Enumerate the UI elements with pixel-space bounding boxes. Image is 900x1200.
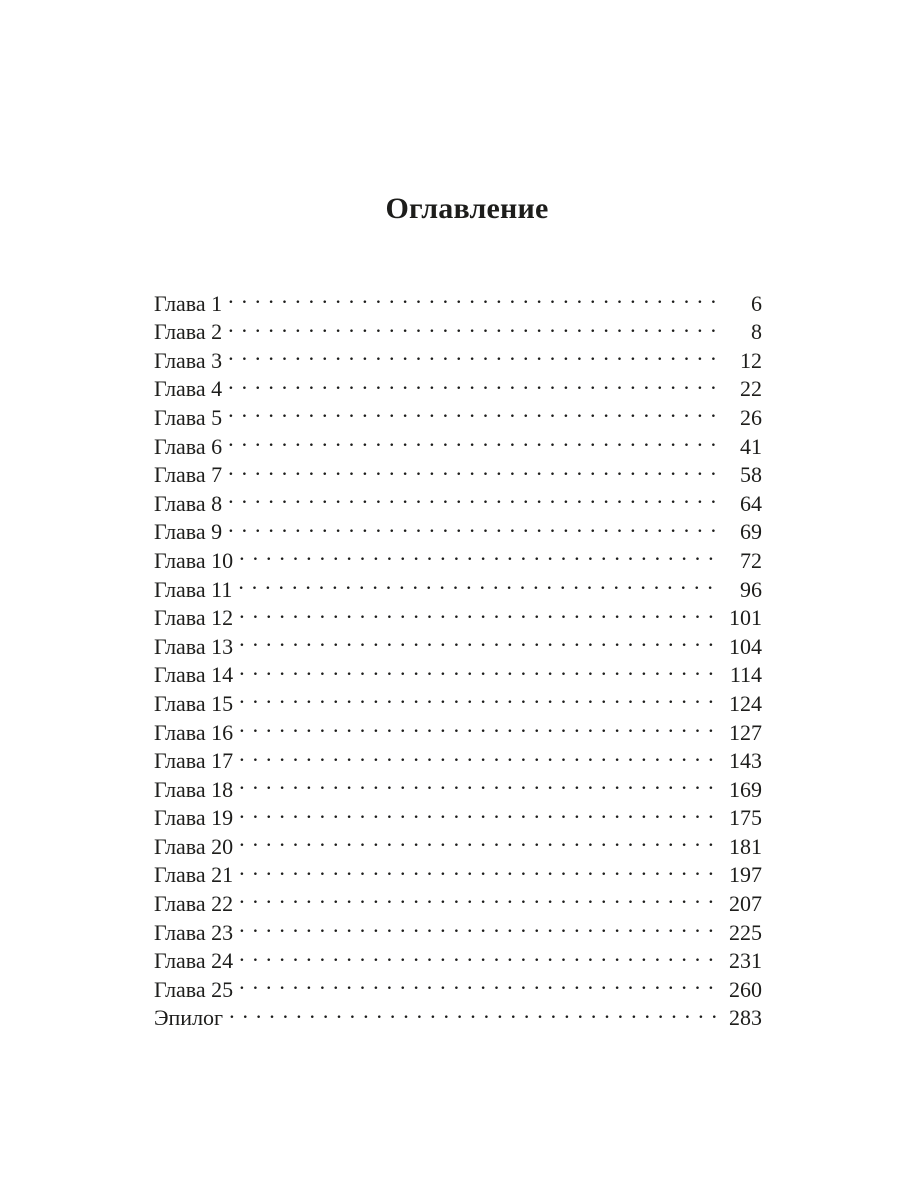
dot-leader bbox=[239, 682, 716, 711]
dot-leader bbox=[239, 882, 716, 911]
toc-entry-label: Эпилог bbox=[154, 1005, 224, 1031]
toc-entry-label: Глава 18 bbox=[154, 776, 234, 802]
toc-entry[interactable] bbox=[154, 740, 762, 774]
toc-entry[interactable] bbox=[154, 597, 762, 631]
toc-entry[interactable] bbox=[154, 625, 762, 659]
toc-entry-page-number: 101 bbox=[716, 604, 762, 633]
toc-entry[interactable] bbox=[154, 825, 762, 859]
dot-leader bbox=[239, 911, 716, 940]
toc-entry-label: Глава 10 bbox=[154, 547, 234, 573]
toc-entry-page-number: 181 bbox=[716, 833, 762, 862]
toc-entry[interactable] bbox=[154, 797, 762, 831]
toc-entry-label: Глава 2 bbox=[154, 319, 223, 345]
toc-entry-page-number: 169 bbox=[716, 776, 762, 805]
toc-entry[interactable] bbox=[154, 568, 762, 602]
toc-entry-page-number: 114 bbox=[716, 661, 762, 690]
toc-entry-label: Глава 12 bbox=[154, 605, 234, 631]
toc-entry-page-number: 175 bbox=[716, 804, 762, 833]
dot-leader bbox=[228, 482, 716, 511]
toc-entry-label: Глава 14 bbox=[154, 662, 234, 688]
toc-entry-label: Глава 13 bbox=[154, 633, 234, 659]
toc-entry-page-number: 12 bbox=[716, 347, 762, 376]
toc-entry-label: Глава 19 bbox=[154, 805, 234, 831]
toc-entry-page-number: 197 bbox=[716, 861, 762, 890]
dot-leader bbox=[239, 854, 716, 883]
toc-entry-page-number: 283 bbox=[716, 1004, 762, 1033]
dot-leader bbox=[239, 539, 716, 568]
toc-entry[interactable] bbox=[154, 968, 762, 1002]
toc-entry-page-number: 143 bbox=[716, 747, 762, 776]
toc-entry-label: Глава 25 bbox=[154, 976, 234, 1002]
toc-entry-label: Глава 7 bbox=[154, 462, 223, 488]
dot-leader bbox=[239, 768, 716, 797]
dot-leader bbox=[239, 968, 716, 997]
toc-entry-page-number: 72 bbox=[716, 547, 762, 576]
toc-entry[interactable] bbox=[154, 911, 762, 945]
dot-leader bbox=[228, 454, 716, 483]
toc-entry-label: Глава 11 bbox=[154, 576, 233, 602]
toc-entry-page-number: 69 bbox=[716, 518, 762, 547]
toc-entry-page-number: 58 bbox=[716, 461, 762, 490]
toc-entry-page-number: 64 bbox=[716, 490, 762, 519]
toc-entry[interactable] bbox=[154, 482, 762, 516]
toc-entry[interactable] bbox=[154, 997, 762, 1031]
toc-entry-label: Глава 3 bbox=[154, 347, 223, 373]
dot-leader bbox=[239, 654, 716, 683]
toc-entry[interactable] bbox=[154, 425, 762, 459]
dot-leader bbox=[239, 797, 716, 826]
toc-entry[interactable] bbox=[154, 940, 762, 974]
toc-entry-label: Глава 22 bbox=[154, 891, 234, 917]
toc-entry-label: Глава 24 bbox=[154, 948, 234, 974]
toc-entry[interactable] bbox=[154, 854, 762, 888]
toc-entry-page-number: 104 bbox=[716, 633, 762, 662]
toc-entry[interactable] bbox=[154, 511, 762, 545]
dot-leader bbox=[228, 368, 716, 397]
toc-entry-label: Глава 17 bbox=[154, 748, 234, 774]
toc-entry[interactable] bbox=[154, 454, 762, 488]
toc-entry[interactable] bbox=[154, 311, 762, 345]
dot-leader bbox=[239, 711, 716, 740]
table-of-contents bbox=[154, 282, 762, 1031]
dot-leader bbox=[228, 511, 716, 540]
dot-leader bbox=[238, 568, 716, 597]
toc-entry-page-number: 260 bbox=[716, 976, 762, 1005]
toc-entry[interactable] bbox=[154, 368, 762, 402]
dot-leader bbox=[239, 597, 716, 626]
toc-entry[interactable] bbox=[154, 654, 762, 688]
toc-entry-page-number: 41 bbox=[716, 433, 762, 462]
dot-leader bbox=[239, 625, 716, 654]
toc-entry-label: Глава 6 bbox=[154, 433, 223, 459]
toc-entry[interactable] bbox=[154, 882, 762, 917]
toc-entry-label: Глава 5 bbox=[154, 404, 223, 430]
dot-leader bbox=[239, 825, 716, 854]
dot-leader bbox=[229, 997, 716, 1026]
toc-entry-label: Глава 23 bbox=[154, 919, 234, 945]
toc-entry-page-number: 225 bbox=[716, 919, 762, 948]
toc-entry-label: Глава 4 bbox=[154, 376, 223, 402]
toc-entry-page-number: 6 bbox=[716, 290, 762, 319]
dot-leader bbox=[228, 425, 716, 454]
dot-leader bbox=[228, 339, 716, 368]
toc-entry-label: Глава 1 bbox=[154, 290, 223, 316]
dot-leader bbox=[239, 940, 716, 969]
toc-entry[interactable] bbox=[154, 711, 762, 745]
toc-entry-page-number: 8 bbox=[716, 318, 762, 347]
toc-entry-label: Глава 21 bbox=[154, 862, 234, 888]
dot-leader bbox=[239, 740, 716, 769]
toc-entry-label: Глава 9 bbox=[154, 519, 223, 545]
toc-entry[interactable] bbox=[154, 396, 762, 430]
toc-entry-page-number: 207 bbox=[716, 890, 762, 919]
page-title: Оглавление bbox=[385, 192, 549, 225]
toc-entry-label: Глава 8 bbox=[154, 490, 223, 516]
toc-entry-page-number: 26 bbox=[716, 404, 762, 433]
dot-leader bbox=[228, 396, 716, 425]
dot-leader bbox=[228, 311, 716, 340]
toc-entry[interactable] bbox=[154, 339, 762, 373]
toc-entry-label: Глава 15 bbox=[154, 690, 234, 716]
toc-entry-label: Глава 16 bbox=[154, 719, 234, 745]
toc-entry[interactable] bbox=[154, 682, 762, 716]
toc-entry-page-number: 124 bbox=[716, 690, 762, 719]
toc-entry-page-number: 127 bbox=[716, 719, 762, 748]
toc-entry-page-number: 22 bbox=[716, 375, 762, 404]
toc-entry-page-number: 96 bbox=[716, 576, 762, 605]
toc-entry-page-number: 231 bbox=[716, 947, 762, 976]
toc-entry[interactable] bbox=[154, 768, 762, 802]
toc-entry[interactable] bbox=[154, 282, 762, 316]
toc-entry-label: Глава 20 bbox=[154, 833, 234, 859]
toc-entry[interactable] bbox=[154, 539, 762, 573]
dot-leader bbox=[228, 282, 716, 311]
